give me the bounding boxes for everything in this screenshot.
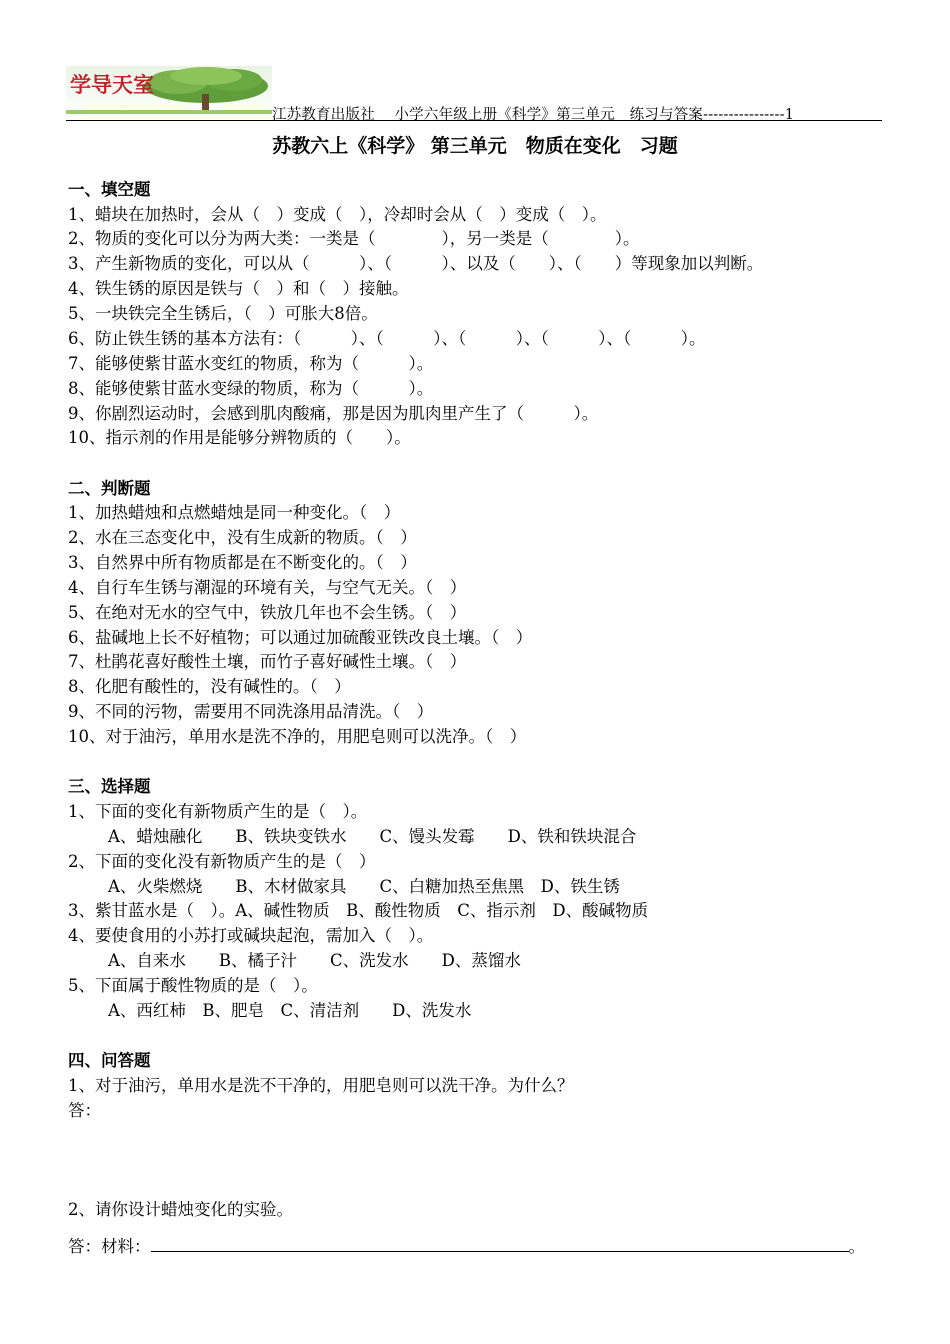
materials-answer-line[interactable] — [151, 1237, 849, 1252]
qa-question-1: 1、对于油污，单用水是洗不干净的，用肥皂则可以洗干净。为什么？ — [68, 1076, 574, 1095]
fill-item-2: 2、物质的变化可以分为两大类：一类是（ ），另一类是（ ）。 — [68, 229, 640, 248]
judge-item-7: 7、杜鹃花喜好酸性土壤，而竹子喜好碱性土壤。（ ） — [68, 652, 467, 671]
section-heading-fill: 一、填空题 — [68, 180, 151, 199]
qa-answer-end: 。 — [848, 1237, 865, 1256]
qa-question-2: 2、请你设计蜡烛变化的实验。 — [68, 1200, 293, 1219]
qa-answer-label-2: 答：材料： — [68, 1237, 151, 1256]
page-title: 苏教六上《科学》 第三单元 物质在变化 习题 — [272, 135, 678, 157]
section-heading-judge: 二、判断题 — [68, 479, 151, 498]
fill-item-9: 9、你剧烈运动时，会感到肌肉酸痛，那是因为肌肉里产生了（ ）。 — [68, 404, 599, 423]
fill-item-6: 6、防止铁生锈的基本方法有：（ ）、（ ）、（ ）、（ ）、（ ）。 — [68, 329, 706, 348]
judge-item-9: 9、不同的污物，需要用不同洗涤用品清洗。（ ） — [68, 702, 434, 721]
fill-item-8: 8、能够使紫甘蓝水变绿的物质，称为（ ）。 — [68, 379, 434, 398]
choice-options-5: A、西红柿 B、肥皂 C、清洁剂 D、洗发水 — [108, 1001, 472, 1020]
fill-item-4: 4、铁生锈的原因是铁与（ ）和（ ）接触。 — [68, 279, 409, 298]
judge-item-2: 2、水在三态变化中，没有生成新的物质。（ ） — [68, 528, 417, 547]
fill-item-1: 1、蜡块在加热时，会从（ ）变成（ ），冷却时会从（ ）变成（ ）。 — [68, 205, 607, 224]
fill-item-7: 7、能够使紫甘蓝水变红的物质，称为（ ）。 — [68, 354, 434, 373]
section-heading-choice: 三、选择题 — [68, 777, 151, 796]
choice-question-5: 5、下面属于酸性物质的是（ ）。 — [68, 976, 318, 995]
judge-item-5: 5、在绝对无水的空气中，铁放几年也不会生锈。（ ） — [68, 603, 467, 622]
judge-item-3: 3、自然界中所有物质都是在不断变化的。（ ） — [68, 553, 417, 572]
running-head: 江苏教育出版社 小学六年级上册《科学》第三单元 练习与答案----------------1 — [272, 107, 795, 123]
choice-options-2: A、火柴燃烧 B、木材做家具 C、白糖加热至焦黑 D、铁生锈 — [108, 877, 620, 896]
publisher-logo — [66, 66, 272, 118]
choice-options-4: A、自来水 B、橘子汁 C、洗发水 D、蒸馏水 — [108, 951, 521, 970]
choice-question-3: 3、紫甘蓝水是（ ）。A、碱性物质 B、酸性物质 C、指示剂 D、酸碱物质 — [68, 901, 649, 920]
qa-answer-row-2 — [68, 1237, 865, 1257]
fill-item-5: 5、一块铁完全生锈后，（ ）可胀大8倍。 — [68, 304, 378, 323]
judge-item-8: 8、化肥有酸性的，没有碱性的。（ ） — [68, 677, 351, 696]
choice-options-1: A、蜡烛融化 B、铁块变铁水 C、馒头发霉 D、铁和铁块混合 — [108, 827, 637, 846]
section-heading-qa: 四、问答题 — [68, 1051, 151, 1070]
choice-question-4: 4、要使食用的小苏打或碱块起泡，需加入（ ）。 — [68, 926, 434, 945]
logo-text: 学导天室 — [70, 72, 154, 97]
judge-item-1: 1、加热蜡烛和点燃蜡烛是同一种变化。（ ） — [68, 503, 401, 522]
fill-item-3: 3、产生新物质的变化，可以从（ ）、（ ）、以及（ ）、（ ）等现象加以判断。 — [68, 254, 764, 273]
choice-question-2: 2、下面的变化没有新物质产生的是（ ） — [68, 852, 376, 871]
judge-item-4: 4、自行车生锈与潮湿的环境有关，与空气无关。（ ） — [68, 578, 467, 597]
header-rule — [66, 120, 882, 121]
judge-item-6: 6、盐碱地上长不好植物；可以通过加硫酸亚铁改良土壤。（ ） — [68, 628, 533, 647]
judge-item-10: 10、对于油污，单用水是洗不净的，用肥皂则可以洗净。（ ） — [68, 727, 527, 746]
qa-answer-label-1: 答： — [68, 1101, 101, 1120]
choice-question-1: 1、下面的变化有新物质产生的是（ ）。 — [68, 802, 368, 821]
fill-item-10: 10、指示剂的作用是能够分辨物质的（ ）。 — [68, 428, 411, 447]
